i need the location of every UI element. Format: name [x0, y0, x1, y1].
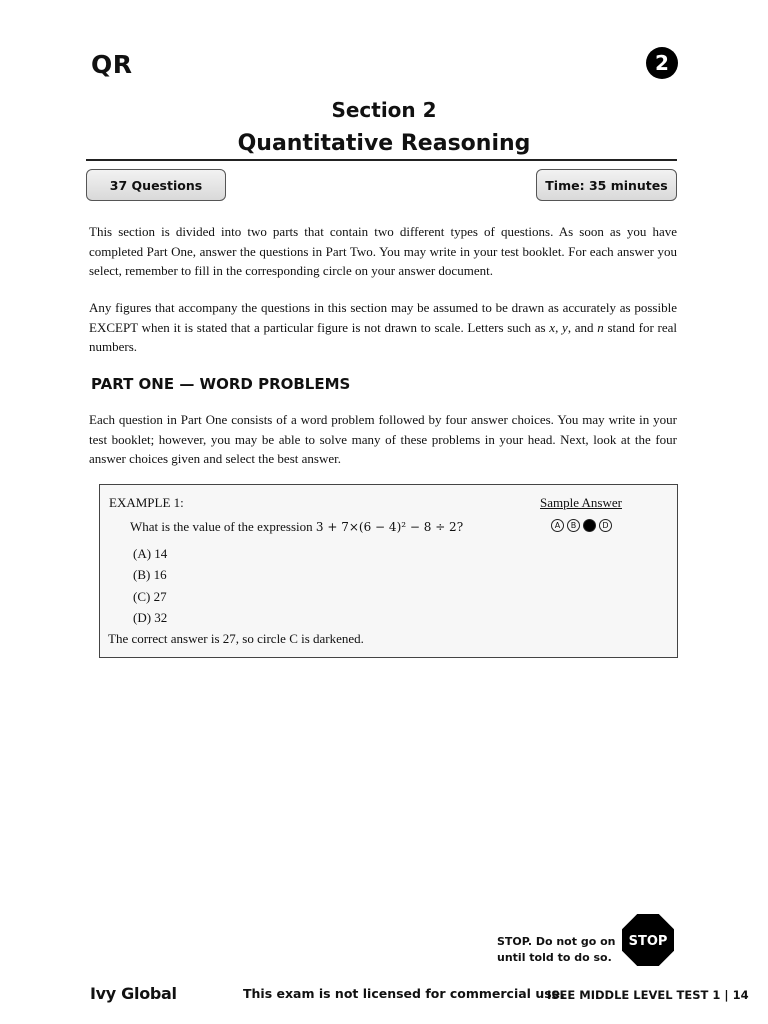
stop-sign-text: STOP: [628, 934, 668, 949]
page-number: 14: [732, 988, 749, 1002]
subject-code: QR: [91, 50, 133, 79]
publisher-logo: Ivy Global: [90, 984, 177, 1003]
section-title: Quantitative Reasoning: [237, 131, 531, 156]
example-question: [130, 519, 463, 535]
answer-bubble-c: C: [583, 519, 596, 532]
sample-answer-bubbles: [551, 519, 612, 532]
instructions-paragraph-2: [89, 298, 677, 357]
question-text: What is the value of the expression: [130, 519, 316, 534]
answer-choice-b: (B) 16: [133, 567, 167, 582]
test-identifier: ISEE MIDDLE LEVEL TEST 1 | 14: [547, 988, 749, 1002]
stop-instruction-line-1: STOP. Do not go on: [497, 935, 616, 948]
part-one-description: Each question in Part One consists of a word problem followed by four answer choices. You may write in your test booklet; however, you may be able to solve many of these problems in your head. Next, look at the four answer choices given and select the best answer.: [89, 412, 677, 466]
time-limit-badge: Time: 35 minutes: [536, 169, 677, 201]
title-divider: [86, 159, 677, 161]
license-notice: This exam is not licensed for commercial use.: [243, 986, 565, 1001]
section-heading: Section 2: [331, 98, 437, 122]
sample-answer-label: Sample Answer: [540, 495, 622, 510]
stop-instruction-line-2: until told to do so.: [497, 951, 612, 964]
example-box: [99, 484, 678, 658]
test-name: ISEE MIDDLE LEVEL TEST 1: [547, 988, 721, 1002]
instructions-text: stand for real numbers.: [89, 319, 677, 354]
separator: ,: [555, 319, 563, 335]
answer-bubble-a: A: [551, 519, 564, 532]
separator: , and: [567, 319, 598, 335]
stop-sign-icon: [622, 914, 674, 966]
answer-choice-c: (C) 27: [133, 589, 167, 604]
variable-n: n: [597, 319, 604, 335]
answer-choice-a: (A) 14: [133, 546, 168, 561]
section-number-badge: 2: [646, 47, 678, 79]
variable-y: y: [562, 319, 568, 335]
answer-bubble-d: D: [599, 519, 612, 532]
math-expression: 3 + 7×(6 − 4)² − 8 ÷ 2?: [315, 520, 464, 534]
example-label: EXAMPLE 1:: [109, 495, 184, 510]
example-explanation: The correct answer is 27, so circle C is darkened.: [108, 631, 364, 646]
part-one-heading: PART ONE — WORD PROBLEMS: [91, 375, 351, 393]
answer-bubble-b: B: [567, 519, 580, 532]
instructions-text: Any figures that accompany the questions in this section may be assumed to be drawn as accurately as possible EXCEPT when it is stated that a particular figure is not drawn to scale. Letters such as: [89, 300, 677, 335]
answer-choice-d: (D) 32: [133, 610, 168, 625]
question-count-badge: 37 Questions: [86, 169, 226, 201]
instructions-paragraph-1: This section is divided into two parts that contain two different types of questions. As soon as you have completed Part One, answer the questions in Part Two. You may write in your test booklet. For each answer you select, remember to fill in the corresponding circle on your answer document.: [89, 224, 677, 278]
variable-x: x: [549, 319, 556, 335]
stop-instruction: [497, 934, 615, 966]
